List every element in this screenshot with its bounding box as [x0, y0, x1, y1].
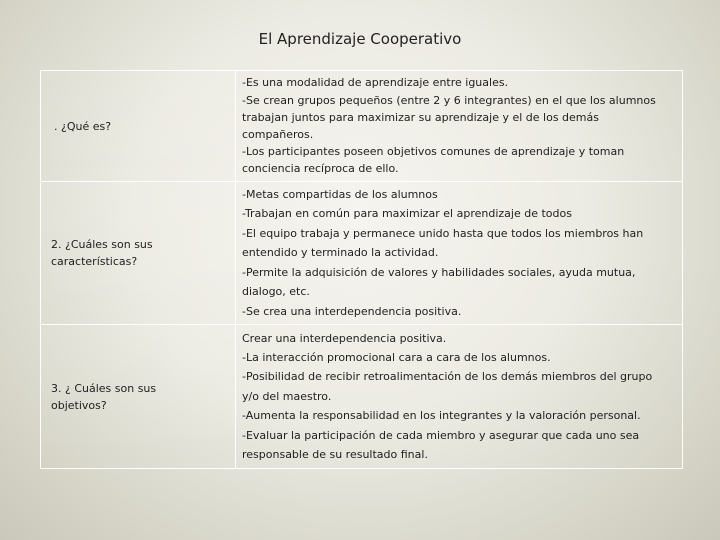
answer-line: -Permite la adquisición de valores y habilidades sociales, ayuda mutua,	[242, 265, 636, 279]
table-row	[41, 182, 683, 325]
answer-line: -Se crea una interdependencia positiva.	[242, 304, 462, 318]
answer-cell	[236, 182, 683, 325]
answer-line: entendido y terminado la actividad.	[242, 246, 439, 260]
answer-text	[236, 328, 682, 466]
answer-line: -Los participantes poseen objetivos comunes de aprendizaje y toman	[242, 145, 625, 159]
question-text: 3. ¿ Cuáles son sus objetivos?	[51, 381, 157, 412]
answer-line: -Posibilidad de recibir retroalimentación de los demás miembros del grupo	[242, 370, 653, 384]
answer-line: -Aumenta la responsabilidad en los integrantes y la valoración personal.	[242, 409, 641, 423]
answer-line: conciencia recíproca de ello.	[242, 162, 399, 176]
answer-line: Crear una interdependencia positiva.	[242, 331, 447, 345]
question-cell	[41, 182, 236, 325]
answer-line: y/o del maestro.	[242, 389, 332, 403]
answer-line: compañeros.	[242, 128, 314, 141]
question-cell	[41, 71, 236, 182]
question-text: . ¿Qué es?	[54, 119, 112, 133]
answer-line: -Metas compartidas de los alumnos	[242, 188, 438, 202]
content-table	[40, 70, 683, 469]
question-text: 2. ¿Cuáles son sus características?	[51, 238, 153, 268]
answer-line: -Evaluar la participación de cada miembro y asegurar que cada uno sea	[242, 428, 640, 442]
answer-text	[236, 184, 682, 322]
answer-line: dialogo, etc.	[242, 285, 310, 299]
answer-line: -La interacción promocional cara a cara de los alumnos.	[242, 350, 551, 364]
answer-line: -El equipo trabaja y permanece unido hasta que todos los miembros han	[242, 226, 644, 240]
answer-cell	[236, 325, 683, 469]
slide-title: El Aprendizaje Cooperativo	[258, 30, 462, 48]
answer-line: -Trabajan en común para maximizar el aprendizaje de todos	[242, 207, 572, 221]
question-cell	[41, 325, 236, 469]
answer-line: -Es una modalidad de aprendizaje entre iguales.	[242, 76, 509, 90]
answer-cell	[236, 71, 683, 182]
answer-text	[236, 73, 682, 178]
answer-line: trabajan juntos para maximizar su aprendizaje y el de los demás	[242, 110, 599, 124]
answer-line: -Se crean grupos pequeños (entre 2 y 6 integrantes) en el que los alumnos	[242, 93, 656, 107]
answer-line: responsable de su resultado final.	[242, 448, 428, 462]
table-row	[41, 325, 683, 469]
table-row	[41, 71, 683, 182]
